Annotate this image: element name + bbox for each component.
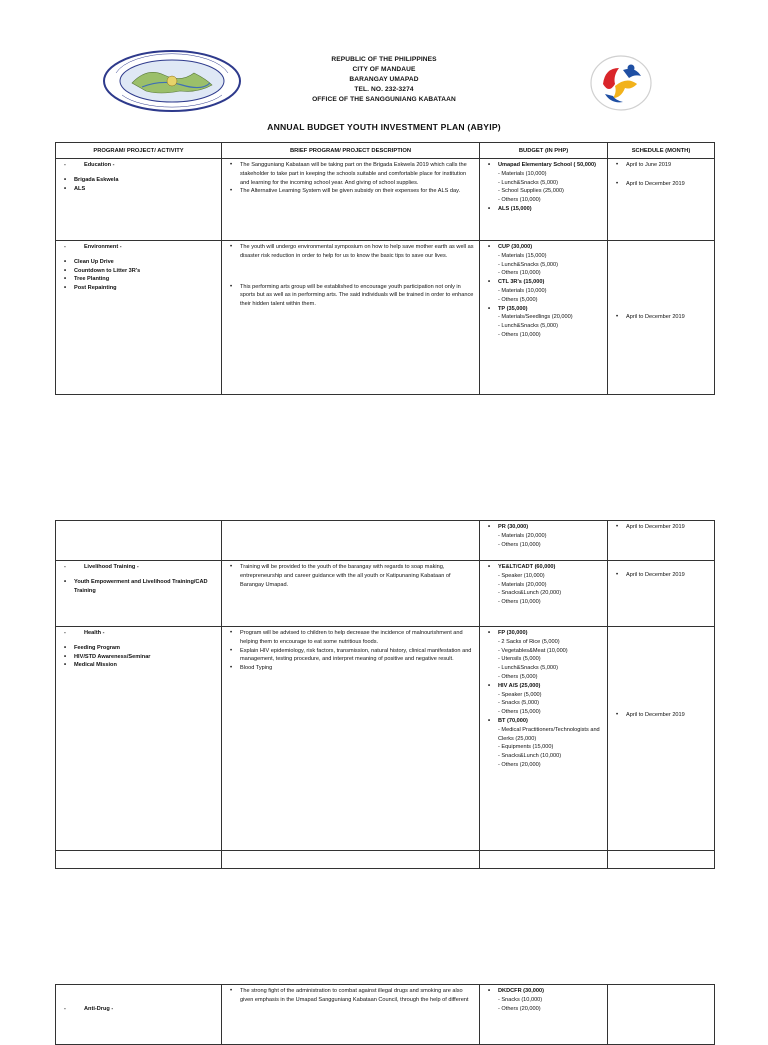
column-header: SCHEDULE (MONTH) bbox=[608, 143, 715, 159]
schedule-cell bbox=[608, 521, 715, 561]
budget-line: - Snacks&Lunch (20,000) bbox=[498, 590, 562, 597]
empty-cell bbox=[222, 851, 480, 869]
budget-line: - Materials/Seedlings (20,000) bbox=[498, 314, 573, 321]
budget-line: - Materials (10,000) bbox=[498, 287, 547, 294]
document-header bbox=[0, 55, 768, 105]
category-label: Environment bbox=[84, 244, 119, 250]
document-title: ANNUAL BUDGET YOUTH INVESTMENT PLAN (ABYIP) bbox=[267, 122, 501, 132]
column-header: BRIEF PROGRAM/ PROJECT DESCRIPTION bbox=[222, 143, 480, 159]
column-header: BUDGET (IN PHP) bbox=[480, 143, 608, 159]
budget-line: - Equipments (15,000) bbox=[498, 744, 554, 751]
description-cell bbox=[222, 241, 480, 395]
table-row bbox=[56, 985, 715, 1045]
budget-line: - Lunch&Snacks (5,000) bbox=[498, 323, 559, 330]
list-item: • ALS bbox=[74, 185, 217, 194]
budget-title: • TP (35,000) bbox=[498, 305, 603, 314]
budget-cell bbox=[480, 985, 608, 1045]
description-cell bbox=[222, 627, 480, 851]
budget-cell bbox=[480, 627, 608, 851]
category-label: Anti-Drug bbox=[84, 1006, 110, 1012]
budget-line: - Others (15,000) bbox=[498, 709, 541, 716]
empty-cell bbox=[56, 851, 222, 869]
schedule-item: • April to December 2019 bbox=[626, 313, 710, 322]
description-cell bbox=[222, 521, 480, 561]
budget-line: - Lunch&Snacks (5,000) bbox=[498, 179, 559, 186]
description-cell bbox=[222, 159, 480, 241]
list-item: • Clean Up Drive bbox=[74, 258, 217, 267]
program-cell: - Livelihood Training - • Youth Empowerment and Livelihood Training/CAD Training bbox=[56, 561, 222, 627]
program-cell: - Education - • Brigada Eskwela • ALS bbox=[56, 159, 222, 241]
budget-cell bbox=[480, 561, 608, 627]
description-item: • Blood Typing bbox=[240, 664, 475, 673]
budget-title: • DKDCFR (30,000) bbox=[498, 987, 603, 996]
description-item: • The Alternative Learning System will be given subsidy on their expenses for the ALS day. bbox=[240, 187, 475, 196]
table-row bbox=[56, 159, 715, 241]
description-item: • This performing arts group will be established to encourage youth participation not only in sports but as well as in performing arts. The said individuals will be trained in order to enhance their hidden talent within them. bbox=[240, 283, 475, 309]
budget-line: - Materials (20,000) bbox=[498, 532, 547, 539]
column-header: PROGRAM/ PROJECT/ ACTIVITY bbox=[56, 143, 222, 159]
description-item: • The strong fight of the administration to combat against illegal drugs and smoking are also given emphasis in the Umapad Sangguniang Kabataan Council, through the help of different bbox=[240, 987, 475, 1005]
budget-line: - Others (10,000) bbox=[498, 599, 541, 606]
schedule-cell bbox=[608, 241, 715, 395]
budget-line: - Snacks&Lunch (10,000) bbox=[498, 753, 562, 760]
budget-line: - 2 Sacks of Rice (5,000) bbox=[498, 638, 560, 645]
budget-line: - Others (10,000) bbox=[498, 331, 541, 338]
budget-title: • HIV A/S (25,000) bbox=[498, 682, 603, 691]
budget-line: - Others (10,000) bbox=[498, 270, 541, 277]
list-item: • Post Repainting bbox=[74, 284, 217, 293]
description-item: • Training will be provided to the youth of the barangay with regards to soap making, entrepreneurship and career guidance with the all youth or Katipunaning Kabataan of Barangay Umapad. bbox=[240, 563, 475, 589]
budget-line: - Others (5,000) bbox=[498, 296, 538, 303]
table-row bbox=[56, 851, 715, 869]
budget-title: • CTL 3R's (15,000) bbox=[498, 278, 603, 287]
category-label: Education bbox=[84, 162, 112, 168]
program-cell: - Health - • Feeding Program • HIV/STD Awareness/Seminar • Medical Mission bbox=[56, 627, 222, 851]
schedule-cell bbox=[608, 561, 715, 627]
list-item: • Medical Mission bbox=[74, 661, 217, 670]
schedule-item: • April to June 2019 bbox=[626, 161, 710, 170]
budget-line: - Speaker (5,000) bbox=[498, 691, 542, 698]
budget-line: - Lunch&Snacks (5,000) bbox=[498, 665, 559, 672]
budget-line: - Lunch&Snacks (5,000) bbox=[498, 261, 559, 268]
header-line: TEL. NO. 232-3274 bbox=[354, 86, 414, 93]
list-item: • Countdown to Litter 3R's bbox=[74, 267, 217, 276]
list-item: • HIV/STD Awareness/Seminar bbox=[74, 653, 217, 662]
budget-line: - Materials (20,000) bbox=[498, 581, 547, 588]
empty-cell bbox=[608, 851, 715, 869]
schedule-item: • April to December 2019 bbox=[626, 571, 710, 580]
budget-title: • ALS (15,000) bbox=[498, 205, 603, 214]
header-line: OFFICE OF THE SANGGUNIANG KABATAAN bbox=[312, 96, 456, 103]
budget-title: • FP (30,000) bbox=[498, 629, 603, 638]
header-line: BARANGAY UMAPAD bbox=[349, 76, 419, 83]
budget-line: - Others (5,000) bbox=[498, 673, 538, 680]
schedule-cell bbox=[608, 985, 715, 1045]
schedule-cell bbox=[608, 159, 715, 241]
description-item: • The youth will undergo environmental symposium on how to help save mother earth as well as disaster risk reduction in order to help for us to know the basic tips to save our lives. bbox=[240, 243, 475, 261]
table-row bbox=[56, 521, 715, 561]
budget-line: - Speaker (10,000) bbox=[498, 572, 545, 579]
schedule-item: • April to December 2019 bbox=[626, 180, 710, 189]
budget-title: • BT (70,000) bbox=[498, 717, 603, 726]
category-label: Health bbox=[84, 630, 102, 636]
program-cell bbox=[56, 521, 222, 561]
category-label: Livelihood Training bbox=[84, 564, 136, 570]
budget-line: - School Supplies (25,000) bbox=[498, 188, 564, 195]
budget-table-page3 bbox=[55, 984, 715, 1045]
budget-line: - Others (10,000) bbox=[498, 197, 541, 204]
budget-line: - Utensils (5,000) bbox=[498, 656, 541, 663]
budget-line: - Snacks (10,000) bbox=[498, 996, 543, 1003]
empty-cell bbox=[480, 851, 608, 869]
table-row bbox=[56, 561, 715, 627]
description-item: • The Sangguniang Kabataan will be taking part on the Brigada Eskwela 2019 which calls the stakeholder to take part in keeping the schools suitable and comfortable place for institution and learning for the incoming school year. And giving of school supplies. bbox=[240, 161, 475, 187]
header-line: REPUBLIC OF THE PHILIPPINES bbox=[331, 56, 437, 63]
budget-line: - Others (10,000) bbox=[498, 541, 541, 548]
budget-line: - Medical Practitioners/Technologists and Clerks (25,000) bbox=[498, 726, 600, 742]
budget-cell bbox=[480, 241, 608, 395]
header-line: CITY OF MANDAUE bbox=[352, 66, 416, 73]
program-cell: - Anti-Drug - bbox=[56, 985, 222, 1045]
schedule-item: • April to December 2019 bbox=[626, 523, 710, 532]
list-item: • Feeding Program bbox=[74, 644, 217, 653]
budget-line: - Others (20,000) bbox=[498, 761, 541, 768]
table-row bbox=[56, 241, 715, 395]
description-cell bbox=[222, 561, 480, 627]
description-cell bbox=[222, 985, 480, 1045]
budget-line: - Materials (10,000) bbox=[498, 170, 547, 177]
list-item: • Brigada Eskwela bbox=[74, 176, 217, 185]
budget-line: - Materials (15,000) bbox=[498, 252, 547, 259]
list-item: • Youth Empowerment and Livelihood Training/CAD Training bbox=[74, 578, 217, 596]
budget-cell bbox=[480, 521, 608, 561]
budget-line: - Snacks (5,000) bbox=[498, 700, 540, 707]
budget-line: - Others (20,000) bbox=[498, 1005, 541, 1012]
budget-title: • Umapad Elementary School ( 50,000) bbox=[498, 161, 603, 170]
budget-title: • YE&LT/CADT (60,000) bbox=[498, 563, 603, 572]
schedule-item: • April to December 2019 bbox=[626, 711, 710, 720]
schedule-cell bbox=[608, 627, 715, 851]
description-item: • Explain HIV epidemiology, risk factors, transmission, natural history, clinical manifestation and management, testing procedure, and interpret meaning of positive and negative result. bbox=[240, 647, 475, 665]
list-item: • Tree Planting bbox=[74, 275, 217, 284]
budget-table-page2 bbox=[55, 520, 715, 869]
budget-line: - Vegetables&Meat (10,000) bbox=[498, 647, 568, 654]
budget-cell bbox=[480, 159, 608, 241]
table-row bbox=[56, 627, 715, 851]
description-item: • Program will be advised to children to help decrease the incidence of malnourishment and helping them to encourage to eat some nutritious foods. bbox=[240, 629, 475, 647]
budget-title: • CUP (30,000) bbox=[498, 243, 603, 252]
program-cell: - Environment - • Clean Up Drive • Countdown to Litter 3R's • Tree Planting • Post Repainting bbox=[56, 241, 222, 395]
budget-title: • PR (30,000) bbox=[498, 523, 603, 532]
budget-table-page1 bbox=[55, 142, 715, 395]
